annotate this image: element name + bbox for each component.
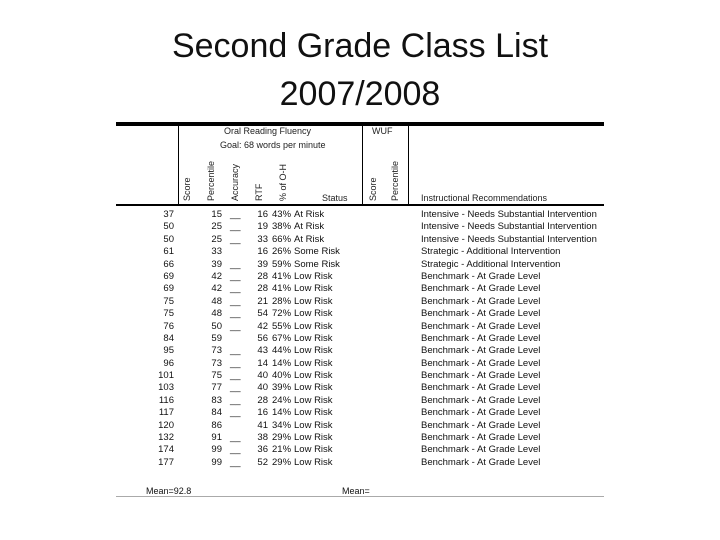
table-row [116, 234, 604, 246]
cell-accuracy: __ [230, 345, 241, 357]
cell-percentile: 86 [211, 419, 222, 431]
header-wuf: WUF [372, 126, 393, 136]
header-accuracy: Accuracy [230, 163, 240, 201]
cell-rtf: 16 [257, 209, 268, 220]
cell-percentile: 84 [211, 407, 222, 419]
cell-score: 174 [158, 444, 174, 456]
cell-percentile: 73 [211, 357, 222, 369]
table-row [116, 246, 604, 258]
cell-accuracy: __ [230, 295, 241, 307]
table-row [116, 259, 604, 271]
cell-pct-ohi: 14% [272, 407, 292, 419]
cell-accuracy: __ [230, 407, 241, 419]
cell-recommendation: Intensive - Needs Substantial Intervention [421, 221, 597, 233]
class-list-table [116, 120, 604, 498]
cell-recommendation: Benchmark - At Grade Level [421, 283, 541, 295]
cell-rtf: 28 [257, 394, 268, 406]
slide-subtitle-year: 2007/2008 [279, 75, 441, 113]
cell-percentile: 99 [211, 456, 222, 468]
cell-pct-ohi: 29% [272, 432, 292, 444]
cell-status: At Risk [294, 221, 325, 233]
cell-status: Low Risk [294, 432, 333, 444]
cell-score: 117 [158, 407, 174, 419]
cell-pct-ohi: 67% [272, 332, 292, 344]
cell-score: 101 [158, 370, 174, 382]
bottom-rule [116, 496, 604, 497]
cell-percentile: 42 [211, 283, 222, 295]
cell-percentile: 59 [211, 332, 222, 344]
table-row [116, 296, 604, 308]
cell-accuracy: __ [230, 283, 241, 295]
table-row [116, 283, 604, 295]
mean-wuf: Mean= [342, 486, 370, 496]
cell-status: At Risk [294, 209, 325, 220]
cell-percentile: 99 [211, 444, 222, 456]
cell-accuracy: __ [230, 394, 241, 406]
cell-status: Low Risk [294, 283, 333, 295]
cell-rtf: 52 [257, 456, 268, 468]
cell-pct-ohi: 21% [272, 444, 292, 456]
student-rows [116, 209, 604, 469]
cell-accuracy: __ [230, 320, 241, 332]
cell-score: 103 [158, 382, 174, 394]
cell-accuracy: __ [230, 357, 241, 369]
table-row [116, 444, 604, 456]
cell-accuracy: __ [230, 258, 241, 270]
cell-status: Low Risk [294, 345, 333, 357]
cell-score: 75 [163, 295, 174, 307]
cell-score: 76 [163, 320, 174, 332]
cell-pct-ohi: 38% [272, 221, 292, 233]
cell-pct-ohi: 55% [272, 320, 292, 332]
cell-score: 96 [163, 357, 174, 369]
cell-percentile: 73 [211, 345, 222, 357]
cell-rtf: 39 [257, 258, 268, 270]
cell-score: 50 [163, 221, 174, 233]
cell-rtf: 28 [257, 270, 268, 282]
cell-status: Low Risk [294, 357, 333, 369]
table-row [116, 457, 604, 469]
cell-recommendation: Benchmark - At Grade Level [421, 407, 541, 419]
cell-pct-ohi: 44% [272, 345, 292, 357]
table-row [116, 321, 604, 333]
cell-score: 69 [163, 270, 174, 282]
table-row [116, 420, 604, 432]
cell-score: 120 [158, 419, 174, 431]
cell-pct-ohi: 43% [272, 209, 292, 220]
cell-recommendation: Benchmark - At Grade Level [421, 444, 541, 456]
cell-pct-ohi: 40% [272, 370, 292, 382]
cell-status: Some Risk [294, 258, 340, 270]
header-instructional-recommendations: Instructional Recommendations [421, 193, 548, 203]
cell-rtf: 21 [257, 295, 268, 307]
cell-rtf: 16 [257, 407, 268, 419]
cell-rtf: 42 [257, 320, 268, 332]
header-rule [116, 204, 604, 206]
divider-wuf-rec [408, 126, 409, 206]
cell-percentile: 39 [211, 258, 222, 270]
slide-title: Second Grade Class List [171, 27, 549, 65]
header-score: Score [182, 177, 192, 201]
cell-accuracy: __ [230, 444, 241, 456]
table-row [116, 333, 604, 345]
cell-rtf: 36 [257, 444, 268, 456]
cell-rtf: 19 [257, 221, 268, 233]
cell-score: 132 [158, 432, 174, 444]
header-wuf-percentile: Percentile [390, 160, 400, 201]
cell-pct-ohi: 41% [272, 270, 292, 282]
top-rule [116, 122, 604, 126]
cell-percentile: 42 [211, 270, 222, 282]
cell-status: Low Risk [294, 456, 333, 468]
cell-percentile: 50 [211, 320, 222, 332]
cell-status: Low Risk [294, 394, 333, 406]
cell-accuracy: __ [230, 456, 241, 468]
cell-percentile: 48 [211, 295, 222, 307]
cell-percentile: 77 [211, 382, 222, 394]
cell-score: 50 [163, 233, 174, 245]
cell-accuracy: __ [230, 432, 241, 444]
header-goal: Goal: 68 words per minute [220, 140, 326, 150]
cell-score: 61 [163, 246, 174, 258]
divider-left [178, 126, 179, 206]
cell-status: Low Risk [294, 332, 333, 344]
cell-status: Low Risk [294, 370, 333, 382]
cell-rtf: 56 [257, 332, 268, 344]
cell-recommendation: Intensive - Needs Substantial Intervention [421, 209, 597, 220]
cell-pct-ohi: 26% [272, 246, 292, 258]
table-row [116, 370, 604, 382]
cell-percentile: 91 [211, 432, 222, 444]
cell-rtf: 54 [257, 308, 268, 320]
cell-rtf: 33 [257, 233, 268, 245]
cell-score: 177 [158, 456, 174, 468]
cell-recommendation: Benchmark - At Grade Level [421, 382, 541, 394]
cell-rtf: 28 [257, 283, 268, 295]
cell-percentile: 75 [211, 370, 222, 382]
cell-status: At Risk [294, 233, 325, 245]
cell-accuracy: __ [230, 382, 241, 394]
cell-score: 84 [163, 332, 174, 344]
cell-status: Low Risk [294, 320, 333, 332]
table-row [116, 358, 604, 370]
cell-pct-ohi: 66% [272, 233, 292, 245]
cell-rtf: 38 [257, 432, 268, 444]
cell-rtf: 40 [257, 370, 268, 382]
cell-recommendation: Benchmark - At Grade Level [421, 345, 541, 357]
cell-pct-ohi: 41% [272, 283, 292, 295]
header-rtf: RTF [254, 183, 264, 201]
cell-pct-ohi: 28% [272, 295, 292, 307]
cell-accuracy: __ [230, 221, 241, 233]
cell-recommendation: Benchmark - At Grade Level [421, 308, 541, 320]
cell-rtf: 40 [257, 382, 268, 394]
table-row [116, 395, 604, 407]
table-row [116, 221, 604, 233]
header-wuf-score: Score [368, 177, 378, 201]
cell-pct-ohi: 14% [272, 357, 292, 369]
cell-status: Some Risk [294, 246, 340, 258]
cell-accuracy: __ [230, 233, 241, 245]
cell-recommendation: Benchmark - At Grade Level [421, 357, 541, 369]
cell-score: 75 [163, 308, 174, 320]
header-percentile: Percentile [206, 160, 216, 201]
table-row [116, 345, 604, 357]
cell-pct-ohi: 59% [272, 258, 292, 270]
mean-orf: Mean=92.8 [146, 486, 192, 496]
cell-status: Low Risk [294, 407, 333, 419]
cell-recommendation: Intensive - Needs Substantial Intervention [421, 233, 597, 245]
cell-rtf: 14 [257, 357, 268, 369]
cell-recommendation: Benchmark - At Grade Level [421, 320, 541, 332]
cell-accuracy: __ [230, 370, 241, 382]
cell-accuracy: __ [230, 209, 241, 220]
divider-orf-wuf [362, 126, 363, 206]
table-row [116, 432, 604, 444]
cell-recommendation: Strategic - Additional Intervention [421, 258, 561, 270]
cell-status: Low Risk [294, 295, 333, 307]
cell-percentile: 25 [211, 233, 222, 245]
header-oral-reading-fluency: Oral Reading Fluency [224, 126, 312, 136]
cell-recommendation: Benchmark - At Grade Level [421, 394, 541, 406]
cell-recommendation: Benchmark - At Grade Level [421, 295, 541, 307]
header-pct-ohi: % of O-H [278, 163, 288, 201]
cell-status: Low Risk [294, 382, 333, 394]
cell-status: Low Risk [294, 419, 333, 431]
cell-pct-ohi: 24% [272, 394, 292, 406]
table-row [116, 271, 604, 283]
cell-rtf: 43 [257, 345, 268, 357]
cell-recommendation: Benchmark - At Grade Level [421, 456, 541, 468]
cell-pct-ohi: 34% [272, 419, 292, 431]
cell-accuracy: __ [230, 308, 241, 320]
cell-score: 69 [163, 283, 174, 295]
table-row [116, 308, 604, 320]
cell-pct-ohi: 72% [272, 308, 292, 320]
cell-recommendation: Benchmark - At Grade Level [421, 370, 541, 382]
cell-percentile: 48 [211, 308, 222, 320]
cell-rtf: 41 [257, 419, 268, 431]
table-row [116, 382, 604, 394]
cell-score: 37 [163, 209, 174, 220]
cell-score: 66 [163, 258, 174, 270]
cell-recommendation: Benchmark - At Grade Level [421, 270, 541, 282]
cell-recommendation: Benchmark - At Grade Level [421, 332, 541, 344]
cell-percentile: 25 [211, 221, 222, 233]
cell-status: Low Risk [294, 308, 333, 320]
cell-accuracy: __ [230, 270, 241, 282]
cell-pct-ohi: 29% [272, 456, 292, 468]
table-row [116, 209, 604, 221]
header-status: Status [322, 193, 348, 203]
cell-status: Low Risk [294, 270, 333, 282]
cell-rtf: 16 [257, 246, 268, 258]
table-row [116, 407, 604, 419]
cell-recommendation: Strategic - Additional Intervention [421, 246, 561, 258]
cell-score: 116 [158, 394, 174, 406]
cell-score: 95 [163, 345, 174, 357]
cell-percentile: 33 [211, 246, 222, 258]
cell-recommendation: Benchmark - At Grade Level [421, 419, 541, 431]
cell-status: Low Risk [294, 444, 333, 456]
cell-percentile: 83 [211, 394, 222, 406]
cell-pct-ohi: 39% [272, 382, 292, 394]
cell-percentile: 15 [211, 209, 222, 220]
cell-recommendation: Benchmark - At Grade Level [421, 432, 541, 444]
